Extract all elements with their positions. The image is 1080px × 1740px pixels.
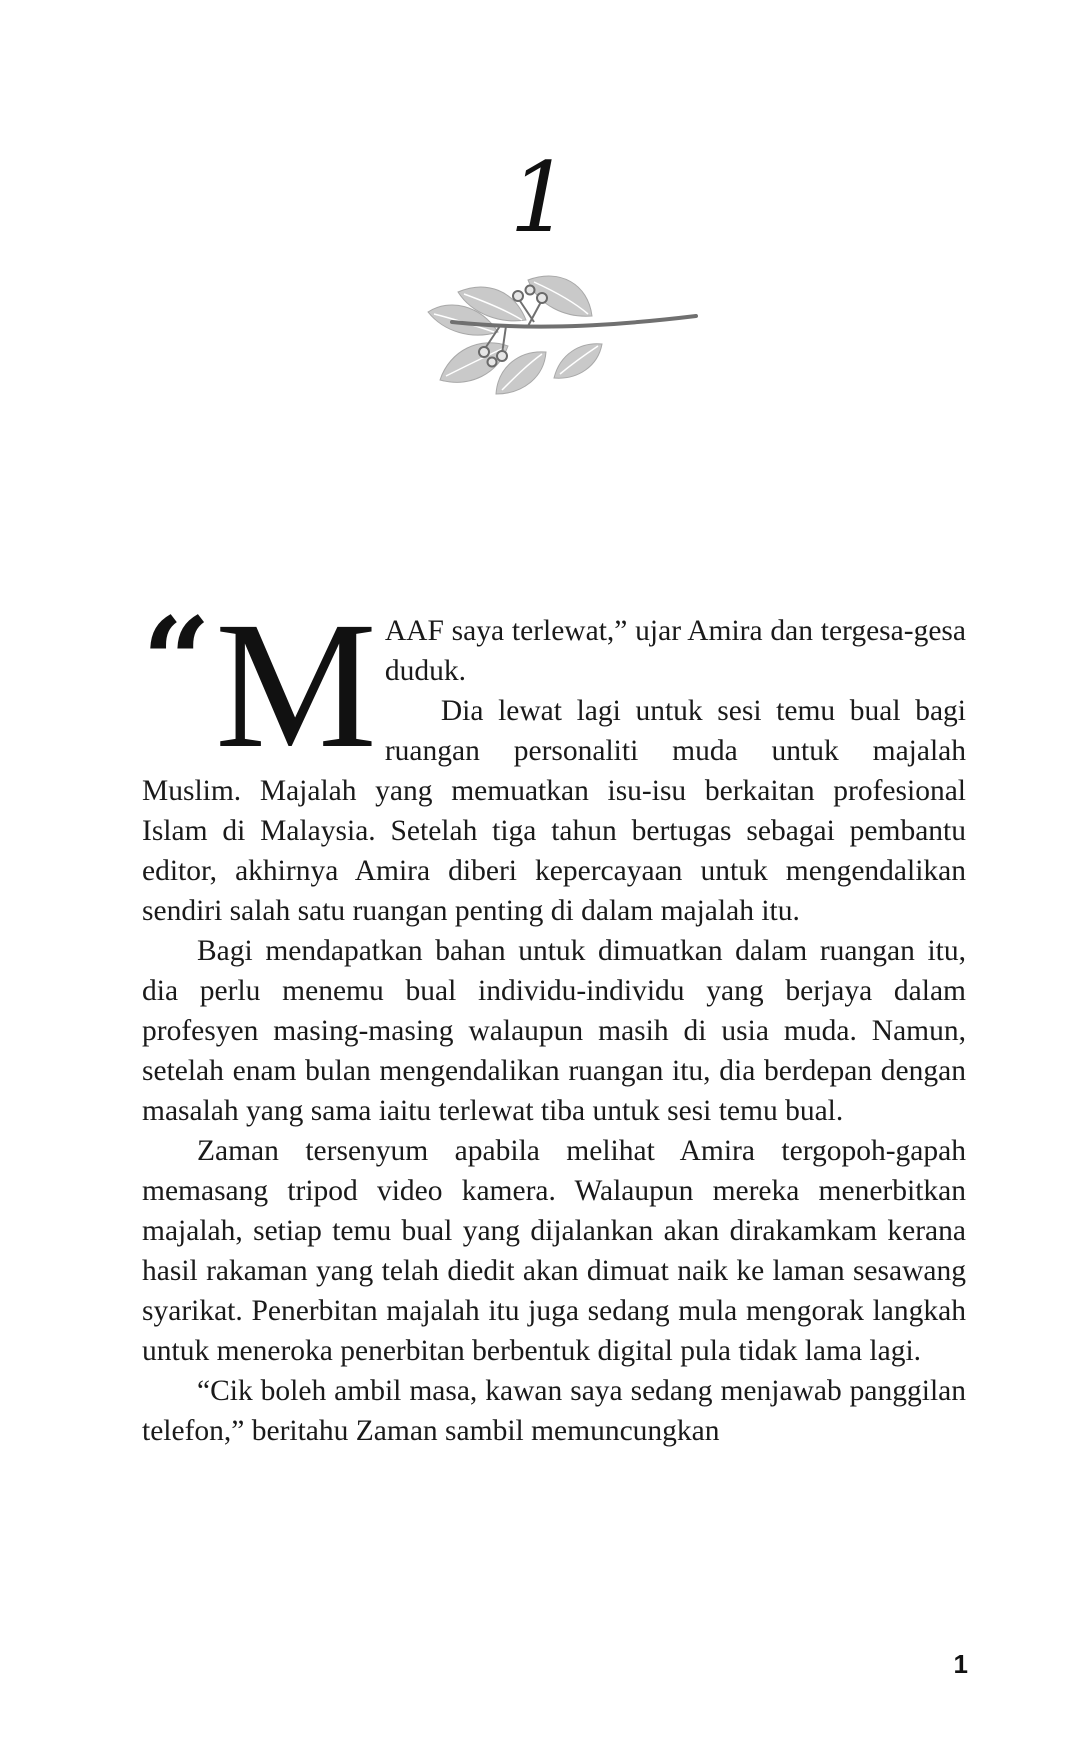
leaf-branch-icon — [410, 270, 700, 430]
paragraph: “Cik boleh ambil masa, kawan saya sedang menjawab panggilan telefon,” beritahu Zaman sambil memuncungkan — [142, 1375, 966, 1447]
drop-cap-letter: M — [215, 585, 377, 786]
drop-cap — [142, 585, 377, 786]
page-number: 1 — [953, 1649, 968, 1679]
open-quote-mark: “ — [142, 591, 212, 732]
chapter-number: 1 — [509, 142, 571, 254]
chapter-body — [142, 585, 966, 1451]
paragraph: Zaman tersenyum apabila melihat Amira tergopoh-gapah memasang tripod video kamera. Walaupun mereka menerbitkan majalah, setiap temu bual yang dijalankan akan dirakamkam kerana hasil rakaman yang telah diedit akan dimuat naik ke laman sesawang syarikat. Penerbitan majalah itu juga sedang mula mengorak langkah untuk meneroka penerbitan berbentuk digital pula tidak lama lagi. — [142, 1135, 966, 1367]
opening-paragraph — [142, 585, 966, 786]
paragraph: Bagi mendapatkan bahan untuk dimuatkan dalam ruangan itu, dia perlu menemu bual individu-individu yang berjaya dalam profesyen masing-masing walaupun masih di usia muda. Namun, setelah enam bulan mengendalikan ruangan itu, dia berdepan dengan masalah yang sama iaitu terlewat tiba untuk sesi temu bual. — [142, 935, 966, 1127]
opening-first-line: AAF saya terlewat,” ujar Amira dan tergesa-gesa duduk. — [384, 615, 966, 687]
paragraph-text: Dia lewat lagi untuk sesi temu bual bagi ruangan personaliti muda untuk majalah Muslim. Majalah yang memuatkan isu-isu berkaitan profesional Islam di Malaysia. Setelah tiga tahun bertugas sebagai pembantu editor, akhirnya Amira diberi kepercayaan untuk mengendalikan sendiri salah satu ruangan penting di dalam majalah itu. — [142, 695, 966, 927]
